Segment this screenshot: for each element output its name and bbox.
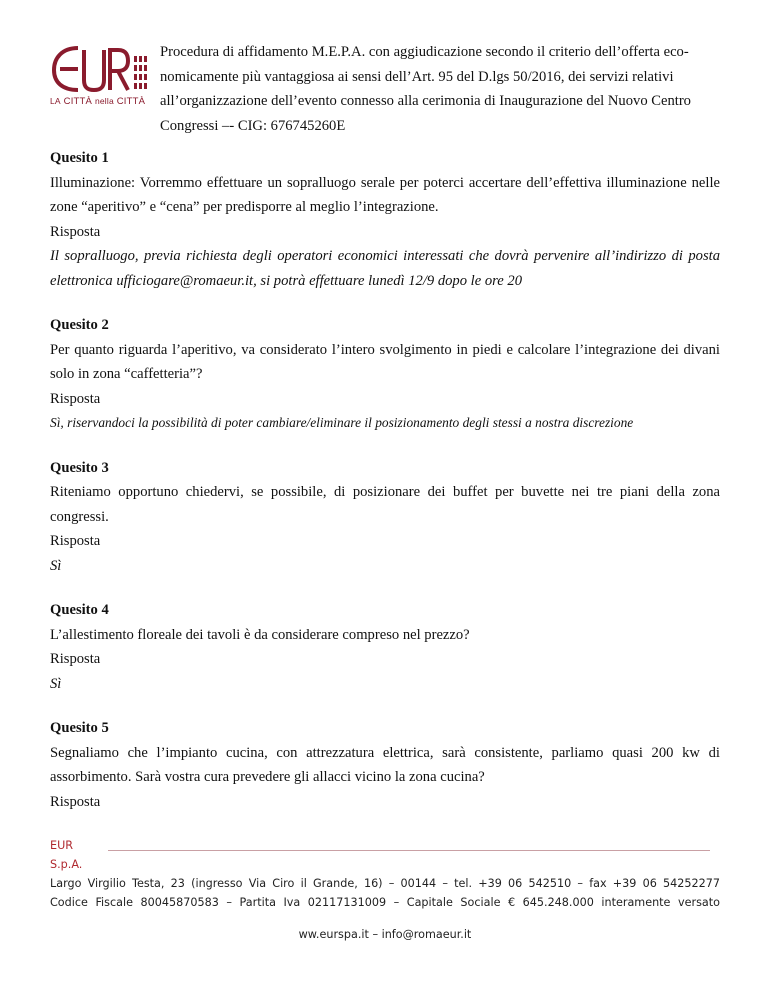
footer-company-name: EUR xyxy=(50,839,74,852)
question-title: Quesito 2 xyxy=(50,317,109,333)
logo-tagline xyxy=(50,96,145,107)
question-text: L’allestimento floreale dei tavoli è da considerare compreso nel prezzo? xyxy=(50,626,470,643)
question-block-3 xyxy=(50,456,720,579)
answer-text: Sì xyxy=(50,557,62,574)
logo-tag-citta-2: CITTÀ xyxy=(116,96,146,107)
question-text: Illuminazione: Vorremmo effettuare un sopralluogo serale per poterci accertare dell’effettiva illuminazione nelle zone “aperitivo” e “cena” per predisporre al meglio l’integrazione. xyxy=(50,174,720,215)
answer-label: Risposta xyxy=(50,533,101,549)
question-block-5 xyxy=(50,716,720,814)
title-line-2: nomicamente più vantaggiosa ai sensi dell’Art. 95 del D.lgs 50/2016, dei servizi relativi xyxy=(160,68,674,85)
question-title: Quesito 1 xyxy=(50,150,109,166)
eur-logo-mark xyxy=(48,42,152,98)
logo-tag-nella: nella xyxy=(94,96,114,106)
answer-label: Risposta xyxy=(50,793,101,810)
footer-fiscal-info: Codice Fiscale 80045870583 – Partita Iva 02117131009 – Capitale Sociale € 645.248.000 interamente versato xyxy=(50,896,720,909)
question-text: Riteniamo opportuno chiedervi, se possibile, di posizionare dei buffet per buvette nei tre piani della zona congressi. xyxy=(50,484,720,525)
answer-text: Sì, riservandoci la possibilità di poter cambiare/eliminare il posizionamento degli stessi a nostra discrezione xyxy=(50,415,634,430)
question-title: Quesito 4 xyxy=(50,602,109,618)
title-line-3: all’organizzazione dell’evento connesso alla cerimonia di Inaugurazione del Nuovo Centro xyxy=(160,93,691,109)
question-block-2 xyxy=(50,313,720,436)
logo-tag-la: LA xyxy=(50,96,61,106)
question-title: Quesito 5 xyxy=(50,720,109,736)
answer-text: Sì xyxy=(50,675,62,692)
footer-company-suffix: S.p.A. xyxy=(50,858,83,871)
footer-divider xyxy=(108,850,710,851)
answer-text: Il sopralluogo, previa richiesta degli operatori economici interessati che dovrà pervenire all’indirizzo di posta elettronica ufficiogare@romaeur.it, si potrà effettuare lunedì 12/9 dopo le ore 20 xyxy=(50,248,720,289)
question-text: Per quanto riguarda l’aperitivo, va considerato l’intero svolgimento in piedi e calcolare l’integrazione dei divani solo in zona “caffetteria”? xyxy=(50,341,720,382)
footer-web-contacts: ww.eurspa.it – info@romaeur.it xyxy=(298,928,472,941)
question-block-4 xyxy=(50,598,720,696)
answer-label: Risposta xyxy=(50,223,101,240)
question-text: Segnaliamo che l’impianto cucina, con attrezzatura elettrica, sarà consistente, parliamo quasi 200 kw di assorbimento. Sarà vostra cura prevedere gli allacci vicino la zona cucina? xyxy=(50,744,720,785)
page-footer xyxy=(50,836,720,941)
logo-tag-citta-1: CITTÀ xyxy=(63,96,93,107)
question-title: Quesito 3 xyxy=(50,459,109,476)
title-line-1: Procedura di affidamento M.E.P.A. con aggiudicazione secondo il criterio dell’offerta eco- xyxy=(160,44,689,60)
title-line-4: Congressi –- CIG: 676745260E xyxy=(160,117,346,134)
question-block-1 xyxy=(50,146,720,293)
footer-address: Largo Virgilio Testa, 23 (ingresso Via Ciro il Grande, 16) – 00144 – tel. +39 06 542510 – fax +39 06 54252277 xyxy=(50,877,720,890)
answer-label: Risposta xyxy=(50,390,101,407)
questions-section xyxy=(50,146,720,814)
answer-label: Risposta xyxy=(50,651,101,667)
document-title xyxy=(160,40,720,138)
